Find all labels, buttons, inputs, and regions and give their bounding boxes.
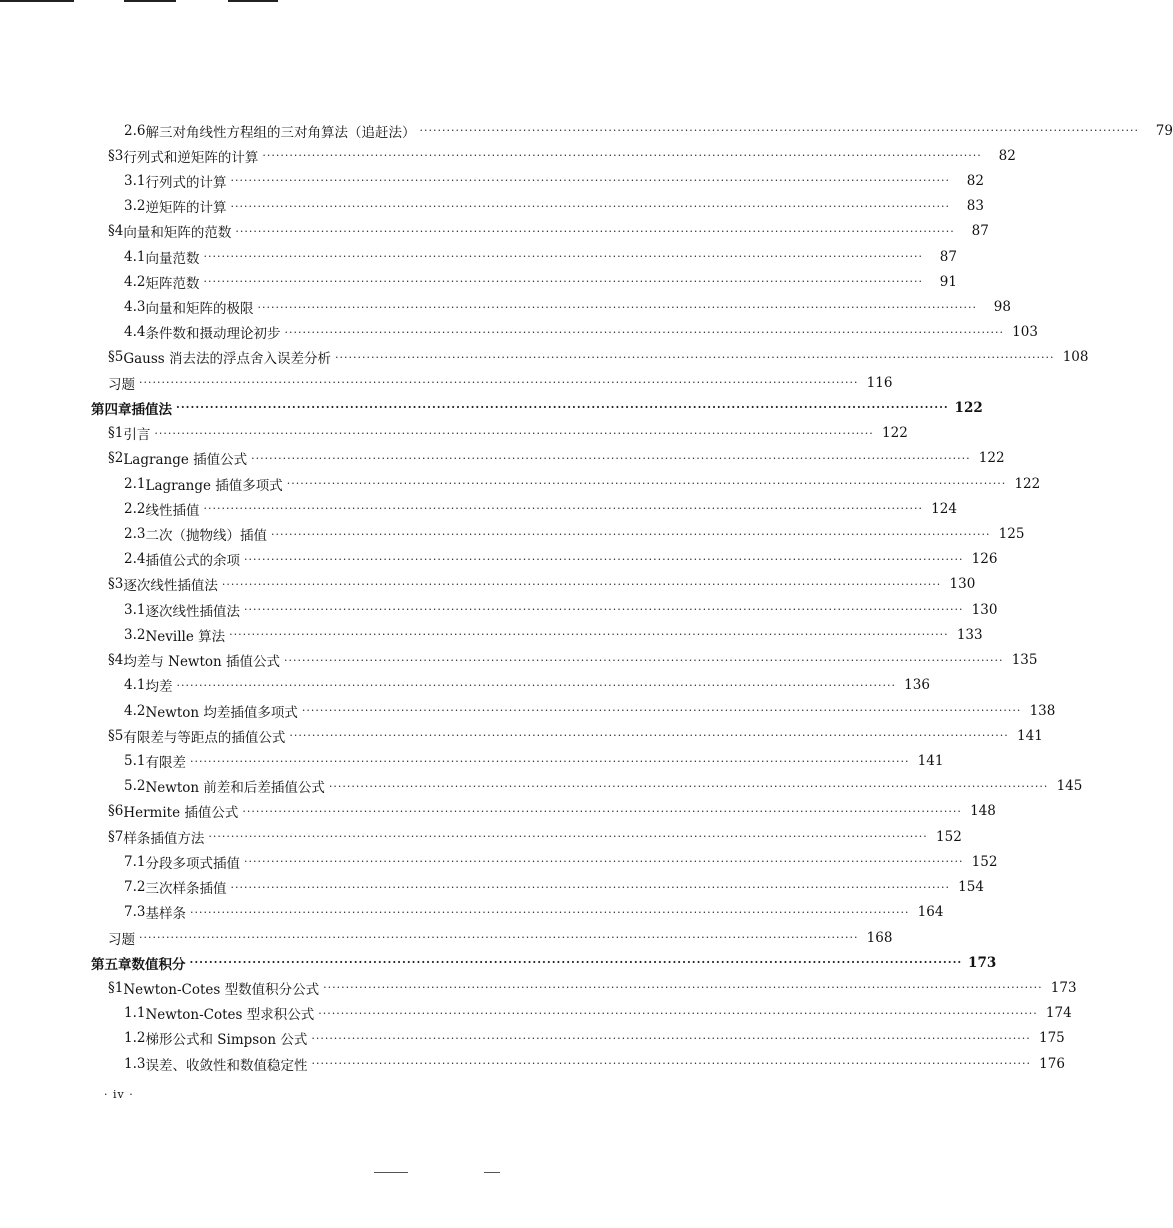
toc-entry-page: 79 — [1155, 122, 1173, 139]
toc-leader-dots: ································································································································································ — [203, 502, 923, 516]
toc-leader-dots: ································································································································································ — [139, 376, 859, 390]
toc-entry-page: 141 — [917, 753, 944, 769]
toc-entry[interactable] — [124, 622, 983, 647]
toc-entry-page: 116 — [866, 374, 893, 391]
toc-entry-page: 133 — [956, 626, 983, 643]
toc-entry[interactable] — [124, 269, 957, 294]
toc-entry[interactable] — [124, 673, 930, 698]
toc-entry[interactable] — [124, 900, 944, 925]
toc-entry[interactable] — [124, 1051, 1065, 1076]
toc-entry-page: 125 — [998, 526, 1025, 543]
toc-entry-title: 向量和矩阵的范数 — [123, 225, 232, 242]
toc-entry-number: 1.1 — [124, 1005, 146, 1022]
toc-entry-page: 98 — [993, 299, 1011, 316]
toc-entry-number: 第五章 — [91, 956, 132, 973]
toc-entry-title: 逆矩阵的计算 — [145, 200, 227, 217]
scan-edge-line-3 — [228, 0, 278, 2]
toc-entry-number: §5 — [108, 727, 124, 744]
toc-leader-dots: ································································································································································ — [323, 981, 1043, 995]
toc-entry-page: 122 — [978, 450, 1005, 467]
toc-entry-number: 1.3 — [124, 1055, 146, 1072]
toc-entry-number: §1 — [108, 425, 124, 442]
toc-entry-number: 3.2 — [124, 626, 146, 643]
toc-leader-dots: ································································································································································ — [139, 931, 859, 945]
toc-entry[interactable] — [124, 320, 1038, 345]
toc-entry-page: 174 — [1045, 1005, 1072, 1022]
toc-entry-number: 4.2 — [124, 702, 146, 719]
scan-speck — [484, 1172, 500, 1173]
toc-leader-dots: ································································································································································ — [230, 199, 950, 213]
toc-entry-page: 122 — [882, 425, 908, 442]
toc-entry-number: 7.2 — [124, 879, 146, 896]
toc-entry[interactable] — [108, 799, 996, 824]
toc-entry[interactable] — [108, 975, 1077, 1000]
toc-entry-number: 5.1 — [124, 753, 146, 769]
toc-entry-title: Newton-Cotes 型数值积分公式 — [123, 981, 320, 998]
toc-entry-title: 逐次线性插值法 — [145, 603, 240, 620]
toc-entry-number: 2.2 — [124, 500, 146, 517]
toc-entry[interactable] — [108, 345, 1089, 370]
toc-entry-title: 基样条 — [145, 906, 186, 923]
toc-entry[interactable] — [124, 118, 1173, 143]
toc-entry[interactable] — [124, 496, 957, 521]
toc-entry-page: 152 — [936, 828, 962, 845]
toc-leader-dots: ································································································································································ — [335, 350, 1055, 364]
toc-entry[interactable] — [124, 244, 957, 269]
toc-leader-dots: ································································································································································ — [289, 729, 1009, 743]
toc-entry-title: Gauss 消去法的浮点舍入误差分析 — [123, 351, 332, 368]
toc-entry-number: 4.2 — [124, 273, 146, 290]
toc-leader-dots: ································································································································································ — [284, 653, 1004, 667]
toc-entry-page: 173 — [1050, 979, 1077, 996]
toc-entry-page: 141 — [1017, 727, 1043, 744]
toc-entry-number: §3 — [108, 147, 124, 164]
toc-entry-title: 样条插值方法 — [123, 830, 205, 847]
toc-entry[interactable] — [108, 925, 893, 950]
toc-entry-page: 152 — [971, 853, 998, 870]
toc-entry-title: 插值公式的余项 — [145, 553, 240, 570]
toc-leader-dots: ································································································································································ — [311, 1057, 1031, 1071]
toc-entry[interactable] — [124, 295, 1011, 320]
toc-entry-title: Hermite 插值公式 — [123, 805, 239, 822]
toc-entry-page: 108 — [1062, 349, 1089, 366]
toc-entry-title: 有限差与等距点的插值公式 — [123, 729, 286, 746]
toc-entry-title: 梯形公式和 Simpson 公式 — [145, 1032, 308, 1049]
toc-leader-dots: ································································································································································ — [203, 250, 923, 264]
toc-entry-number: §5 — [108, 349, 124, 366]
toc-entry-page: 135 — [1011, 652, 1038, 669]
toc-leader-dots: ································································································································································ — [262, 149, 982, 163]
scan-edge-line-2 — [124, 0, 176, 2]
toc-entry-page: 176 — [1039, 1055, 1065, 1072]
toc-leader-dots: ································································································································································ — [257, 300, 977, 314]
toc-entry-title: Lagrange 插值公式 — [123, 452, 248, 469]
toc-entry-title: 向量范数 — [145, 250, 200, 267]
toc-entry-number: 7.3 — [124, 904, 146, 921]
toc-entry-title: 三次样条插值 — [145, 881, 227, 898]
toc-entry-page: 145 — [1056, 778, 1083, 795]
toc-leader-dots: ································································································································································ — [208, 830, 928, 844]
toc-entry-page: 168 — [866, 929, 893, 946]
toc-entry[interactable] — [124, 774, 1083, 799]
toc-leader-dots: ································································································································································ — [229, 628, 949, 642]
toc-entry[interactable] — [124, 1026, 1065, 1051]
toc-entry-page: 124 — [931, 500, 957, 517]
toc-entry-page: 82 — [998, 147, 1016, 164]
toc-entry-title: 行列式和逆矩阵的计算 — [123, 149, 259, 166]
toc-entry-page: 130 — [949, 576, 976, 593]
toc-entry-title: 解三对角线性方程组的三对角算法（追赶法） — [145, 124, 416, 141]
toc-entry[interactable] — [108, 723, 1043, 748]
toc-entry-number: §1 — [108, 979, 124, 996]
scan-edge-line-1 — [0, 0, 74, 2]
toc-leader-dots: ································································································································································ — [419, 124, 1139, 137]
toc-entry-number: 4.1 — [124, 677, 146, 694]
toc-leader-dots: ································································································································································ — [251, 451, 971, 465]
toc-entry-number: 4.3 — [124, 299, 146, 316]
toc-entry-page: 173 — [968, 954, 997, 971]
toc-entry-title: Lagrange 插值多项式 — [145, 477, 283, 494]
toc-entry[interactable] — [108, 421, 908, 446]
toc-entry[interactable] — [124, 547, 998, 572]
toc-entry[interactable] — [124, 875, 984, 900]
toc-entry-page: 122 — [954, 399, 983, 416]
toc-entry-title: 线性插值 — [145, 502, 200, 519]
toc-entry[interactable] — [124, 849, 998, 874]
toc-entry[interactable] — [124, 698, 1056, 723]
toc-entry-number: 2.6 — [124, 122, 146, 139]
toc-entry-title: 向量和矩阵的极限 — [145, 301, 254, 318]
toc-leader-dots: ································································································································································ — [230, 880, 950, 894]
toc-entry-number: §4 — [108, 652, 124, 669]
toc-leader-dots: ································································································································································ — [284, 325, 1004, 339]
toc-entry-title: 均差与 Newton 插值公式 — [123, 654, 281, 671]
toc-entry[interactable] — [124, 471, 1041, 496]
toc-leader-dots: ································································································································································ — [203, 275, 923, 289]
toc-leader-dots: ································································································································································ — [270, 527, 991, 541]
toc-entry-number: §4 — [108, 223, 124, 240]
toc-entry-number: 1.2 — [124, 1030, 146, 1047]
toc-leader-dots: ································································································································································ — [286, 477, 1007, 491]
toc-leader-dots: ································································································································································ — [189, 754, 910, 768]
toc-entry-title: 数值积分 — [131, 956, 186, 973]
toc-entry[interactable] — [124, 749, 944, 774]
toc-entry-number: 5.2 — [124, 778, 146, 795]
toc-entry-number: §7 — [108, 828, 124, 845]
toc-entry[interactable] — [108, 143, 1016, 168]
toc-entry-number: 3.1 — [124, 601, 146, 618]
toc-entry-number: 第四章 — [91, 401, 132, 418]
toc-entry-title: 分段多项式插值 — [145, 855, 240, 872]
toc-entry-title: 条件数和摄动理论初步 — [145, 326, 281, 343]
toc-leader-dots: ································································································································································ — [328, 779, 1049, 793]
toc-leader-dots: ································································································································································ — [230, 174, 950, 188]
toc-entry-number: §2 — [108, 450, 124, 467]
toc-entry-page: 148 — [970, 803, 996, 820]
toc-entry[interactable] — [124, 522, 1025, 547]
toc-entry-number: 7.1 — [124, 853, 146, 870]
toc-leader-dots: ································································································································································ — [243, 855, 964, 869]
toc-entry-number: 2.3 — [124, 526, 146, 543]
toc-entry-number: 3.2 — [124, 198, 146, 215]
toc-leader-dots: ································································································································································ — [176, 401, 949, 415]
toc-entry[interactable] — [108, 572, 976, 597]
toc-leader-dots: ································································································································································ — [301, 704, 1022, 718]
toc-entry[interactable] — [108, 824, 962, 849]
toc-entry-title: Newton 前差和后差插值公式 — [145, 780, 325, 797]
toc-entry-title: 逐次线性插值法 — [123, 578, 218, 595]
toc-leader-dots: ································································································································································ — [243, 603, 964, 617]
toc-entry-page: 175 — [1039, 1030, 1065, 1047]
toc-entry-title: 二次（抛物线）插值 — [145, 528, 267, 545]
toc-entry-page: 130 — [971, 601, 998, 618]
toc-entry-title: 误差、收敛性和数值稳定性 — [145, 1057, 308, 1074]
toc-entry-title: Newton 均差插值多项式 — [145, 704, 298, 721]
toc-entry-page: 154 — [958, 879, 984, 896]
toc-leader-dots: ································································································································································ — [242, 804, 962, 818]
toc-entry-number: 3.1 — [124, 172, 146, 189]
toc-entry[interactable] — [108, 648, 1038, 673]
toc-entry[interactable] — [124, 1001, 1072, 1026]
toc-entry-page: 136 — [904, 677, 930, 694]
toc-entry[interactable] — [91, 950, 997, 975]
toc-leader-dots: ································································································································································ — [154, 426, 874, 440]
toc-entry-number: 2.4 — [124, 551, 146, 568]
toc-entry-number: 4.4 — [124, 324, 146, 341]
toc-leader-dots: ································································································································································ — [243, 552, 964, 566]
toc-entry-page: 83 — [966, 198, 984, 215]
toc-entry[interactable] — [108, 446, 1005, 471]
toc-entry-number: §6 — [108, 803, 124, 820]
toc-entry[interactable] — [91, 395, 983, 420]
toc-entry[interactable] — [124, 194, 984, 219]
toc-leader-dots: ································································································································································ — [221, 577, 942, 591]
toc-entry-title: 习题 — [108, 931, 135, 948]
toc-entry-title: 矩阵范数 — [145, 275, 200, 292]
toc-entry-title: 均差 — [145, 679, 173, 696]
toc-entry-number: 2.1 — [124, 475, 146, 492]
toc-entry[interactable] — [108, 219, 989, 244]
page-folio: · iv · — [104, 1088, 134, 1101]
toc-entry-title: Newton-Cotes 型求积公式 — [145, 1007, 315, 1024]
toc-entry-title: Neville 算法 — [145, 628, 226, 645]
toc-entry-page: 122 — [1014, 475, 1041, 492]
toc-entry-page: 91 — [939, 273, 957, 290]
toc-entry-page: 138 — [1029, 702, 1056, 719]
toc-entry[interactable] — [124, 597, 998, 622]
toc-leader-dots: ································································································································································ — [318, 1006, 1038, 1020]
toc-leader-dots: ································································································································································ — [189, 956, 963, 970]
toc-entry-title: 插值法 — [131, 401, 172, 418]
toc-entry-page: 164 — [917, 904, 944, 921]
toc-leader-dots: ································································································································································ — [311, 1031, 1031, 1045]
toc-entry-page: 103 — [1012, 324, 1038, 341]
toc-leader-dots: ································································································································································ — [235, 224, 955, 238]
toc-entry-title: 习题 — [108, 376, 135, 393]
toc-entry-title: 引言 — [123, 427, 151, 444]
toc-entry-number: 4.1 — [124, 248, 146, 265]
toc-entry-page: 126 — [971, 551, 998, 568]
toc-leader-dots: ································································································································································ — [189, 905, 910, 919]
scan-speck — [374, 1172, 408, 1173]
toc-entry-page: 87 — [971, 223, 989, 240]
toc-leader-dots: ································································································································································ — [176, 678, 896, 692]
toc-entry[interactable] — [124, 168, 984, 193]
toc-entry-title: 有限差 — [145, 755, 186, 771]
toc-entry-page: 87 — [939, 248, 957, 265]
toc-entry-page: 82 — [966, 172, 984, 189]
toc-entry[interactable] — [108, 370, 893, 395]
toc-entry-number: §3 — [108, 576, 124, 593]
toc-entry-title: 行列式的计算 — [145, 174, 227, 191]
